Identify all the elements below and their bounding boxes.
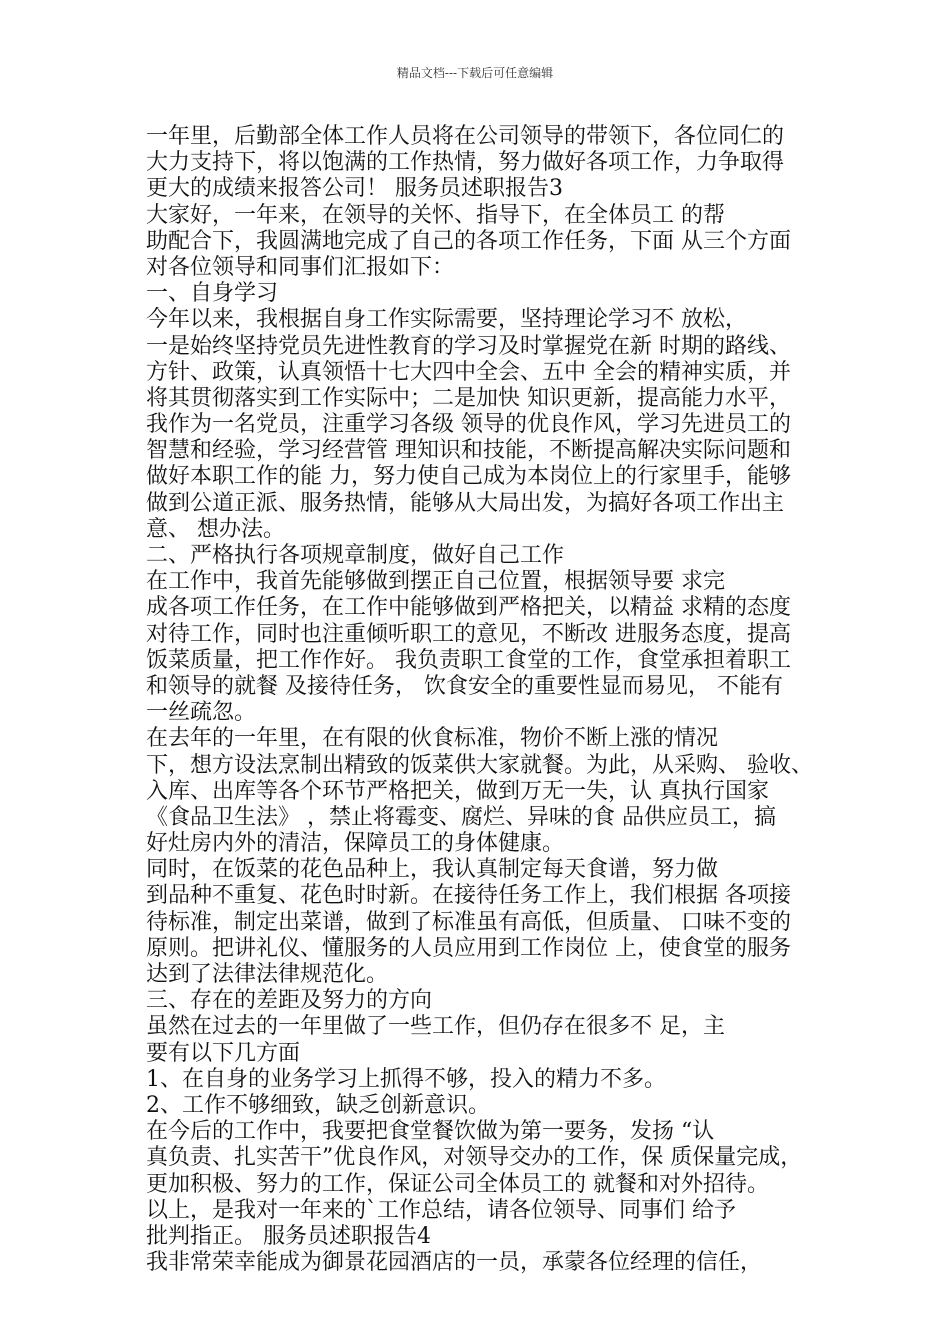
text-line: 方针、政策，认真领悟十七大四中全会、五中 全会的精神实质，并 — [146, 359, 791, 385]
text-line: 到品种不重复、花色时时新。在接待任务工作上，我们根据 各项接 — [146, 883, 791, 909]
text-line: 对各位领导和同事们汇报如下： — [146, 254, 455, 280]
text-line: 三、存在的差距及努力的方向 — [146, 988, 433, 1014]
text-line: 一是始终坚持党员先进性教育的学习及时掌握党在新 时期的路线、 — [146, 333, 791, 359]
text-line: 饭菜质量，把工作作好。 我负责职工食堂的工作，食堂承担着职工 — [146, 647, 791, 673]
text-line: 更加积极、努力的工作，保证公司全体员工的 就餐和对外招待。 — [146, 1171, 769, 1197]
text-line: 达到了法律法律规范化。 — [146, 962, 389, 987]
page-header: 精品文档---下载后可任意编辑 — [396, 66, 554, 80]
text-line: 更大的成绩来报答公司！ 服务员述职报告3 — [146, 176, 563, 202]
text-line: 一年里，后勤部全体工作人员将在公司领导的带领下，各位同仁的 — [146, 124, 785, 149]
text-line: 做到公道正派、服务热情，能够从大局出发，为搞好各项工作出主 — [146, 490, 785, 516]
text-line: 助配合下，我圆满地完成了自己的各项工作任务，下面 从三个方面 — [146, 228, 791, 254]
text-line: 二、严格执行各项规章制度，做好自己工作 — [146, 543, 565, 568]
text-line: 2、工作不够细致，缺乏创新意识。 — [146, 1092, 490, 1118]
text-line: 一丝疏忽。 — [146, 700, 257, 726]
text-line: 入库、出库等各个环节严格把关，做到万无一失，认 真执行国家 — [146, 778, 769, 804]
text-line: 大力支持下，将以饱满的工作热情，努力做好各项工作，力争取得 — [146, 150, 785, 176]
text-line: 一、自身学习 — [146, 281, 279, 307]
text-line: 大家好，一年来，在领导的关怀、指导下，在全体员工 的帮 — [146, 202, 725, 228]
text-line: 和领导的就餐 及接待任务， 饮食安全的重要性显而易见， 不能有 — [146, 673, 783, 699]
text-line: 要有以下几方面 — [146, 1040, 301, 1066]
text-line: 真负责、扎实苦干”优良作风，对领导交办的工作，保 质保量完成， — [146, 1145, 803, 1171]
text-line: 在今后的工作中，我要把食堂餐饮做为第一要务，发扬 “认 — [146, 1119, 715, 1145]
text-line: 做好本职工作的能 力，努力使自己成为本岗位上的行家里手，能够 — [146, 464, 791, 490]
text-line: 智慧和经验，学习经营管 理知识和技能，不断提高解决实际问题和 — [146, 438, 791, 464]
text-line: 以上，是我对一年来的`工作总结，请各位领导、同事们 给予 — [146, 1197, 736, 1223]
text-line: 1、在自身的业务学习上抓得不够，投入的精力不多。 — [146, 1066, 666, 1092]
text-line: 同时，在饭菜的花色品种上，我认真制定每天食谱，努力做 — [146, 857, 719, 883]
document-body — [146, 124, 826, 1276]
text-line: 在去年的一年里，在有限的伙食标准，物价不断上涨的情况 — [146, 726, 719, 752]
text-line: 待标准，制定出菜谱，做到了标准虽有高低，但质量、 口味不变的 — [146, 909, 791, 935]
text-line: 成各项工作任务，在工作中能够做到严格把关，以精益 求精的态度 — [146, 595, 791, 621]
text-line: 今年以来，我根据自身工作实际需要，坚持理论学习不 放松， — [146, 307, 747, 333]
text-line: 《食品卫生法》 ，禁止将霉变、腐烂、异味的食 品供应员工，搞 — [146, 804, 776, 830]
text-line: 意、 想办法。 — [146, 516, 285, 542]
text-line: 虽然在过去的一年里做了一些工作，但仍存在很多不 足，主 — [146, 1014, 725, 1040]
text-line: 批判指正。 服务员述职报告4 — [146, 1223, 431, 1249]
text-line: 原则。把讲礼仪、懂服务的人员应用到工作岗位 上，使食堂的服务 — [146, 935, 791, 961]
text-line: 我作为一名党员，注重学习各级 领导的优良作风，学习先进员工的 — [146, 412, 791, 438]
text-line: 在工作中，我首先能够做到摆正自己位置，根据领导要 求完 — [146, 569, 725, 595]
text-line: 我非常荣幸能成为御景花园酒店的一员，承蒙各位经理的信任， — [146, 1250, 763, 1276]
text-line: 将其贯彻落实到工作实际中；二是加快 知识更新，提高能力水平， — [146, 385, 791, 411]
text-line: 下，想方设法烹制出精致的饭菜供大家就餐。为此，从采购、 验收、 — [146, 752, 813, 778]
text-line: 好灶房内外的清洁，保障员工的身体健康。 — [146, 831, 565, 857]
text-line: 对待工作，同时也注重倾听职工的意见，不断改 进服务态度，提高 — [146, 621, 791, 647]
